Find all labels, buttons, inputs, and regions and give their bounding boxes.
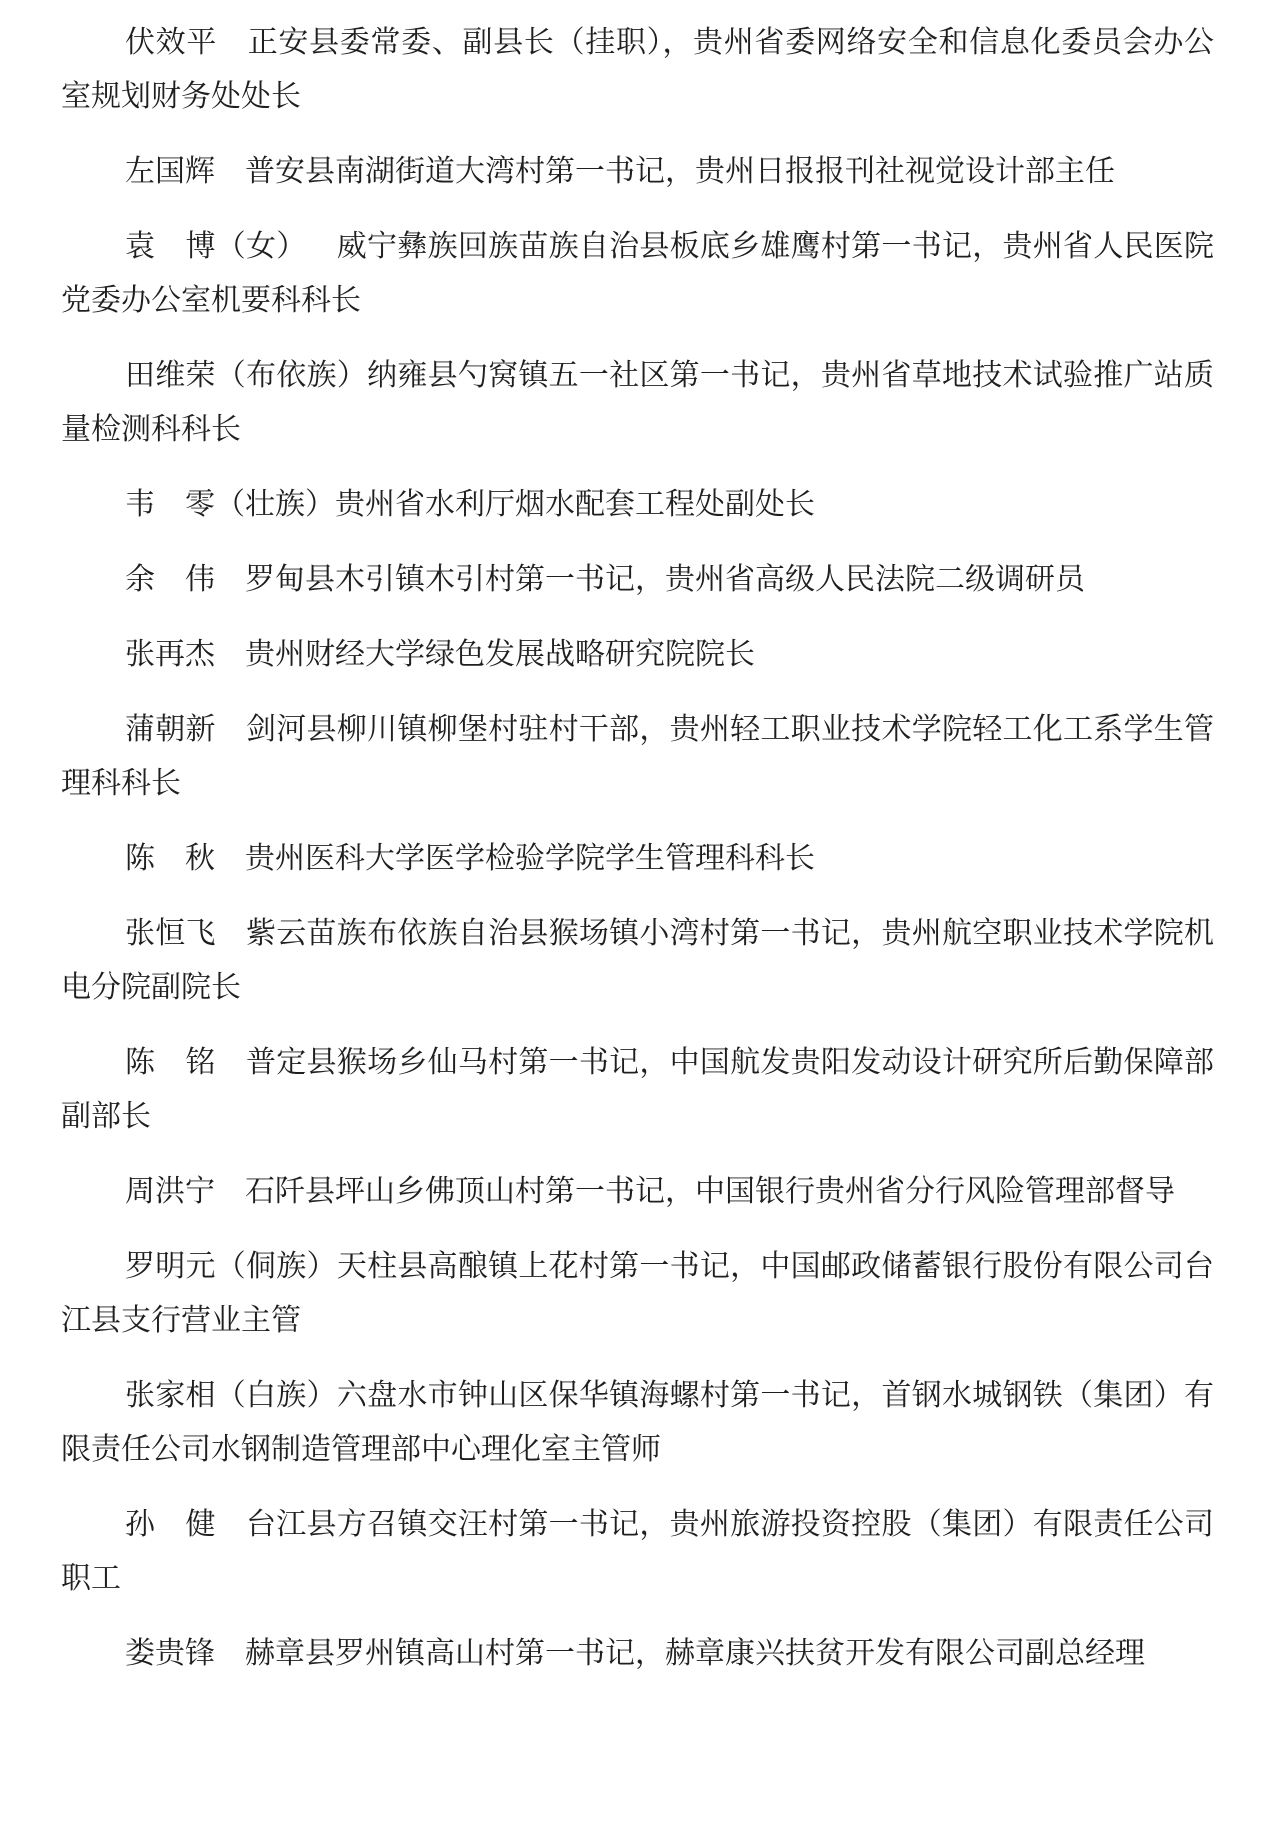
list-item <box>61 1498 1214 1606</box>
list-item <box>61 349 1214 457</box>
list-item <box>61 907 1214 1015</box>
list-item <box>61 1165 1214 1219</box>
list-item <box>61 1369 1214 1477</box>
list-item <box>61 703 1214 811</box>
person-position: 剑河县柳川镇柳堡村驻村干部，贵州轻工职业技术学院轻工化工系学生管理科科长 <box>61 712 1215 801</box>
person-position: 台江县方召镇交汪村第一书记，贵州旅游投资控股（集团）有限责任公司职工 <box>61 1507 1215 1596</box>
person-position: 贵州医科大学医学检验学院学生管理科科长 <box>245 841 815 876</box>
list-item <box>61 16 1214 124</box>
person-position: 正安县委常委、副县长（挂职），贵州省委网络安全和信息化委员会办公室规划财务处处长 <box>61 25 1215 114</box>
person-position: 六盘水市钟山区保华镇海螺村第一书记，首钢水城钢铁（集团）有限责任公司水钢制造管理部中心理化室主管师 <box>61 1378 1215 1467</box>
person-position: 石阡县坪山乡佛顶山村第一书记，中国银行贵州省分行风险管理部督导 <box>245 1174 1175 1209</box>
person-position: 紫云苗族布依族自治县猴场镇小湾村第一书记，贵州航空职业技术学院机电分院副院长 <box>61 916 1215 1005</box>
list-item <box>61 1627 1214 1681</box>
person-name: 周洪宁 <box>125 1174 215 1209</box>
person-position: 赫章县罗州镇高山村第一书记，赫章康兴扶贫开发有限公司副总经理 <box>245 1636 1145 1671</box>
person-name: 张家相（白族） <box>125 1378 337 1413</box>
list-item <box>61 220 1214 328</box>
person-name: 陈 秋 <box>125 841 215 876</box>
person-name: 张再杰 <box>125 637 215 672</box>
list-item <box>61 832 1214 886</box>
person-name: 左国辉 <box>125 154 215 189</box>
person-position: 贵州财经大学绿色发展战略研究院院长 <box>245 637 755 672</box>
list-item <box>61 478 1214 532</box>
person-name: 罗明元（侗族） <box>125 1249 337 1284</box>
person-name: 陈 铭 <box>125 1045 216 1080</box>
person-position: 普安县南湖街道大湾村第一书记，贵州日报报刊社视觉设计部主任 <box>245 154 1115 189</box>
person-position: 贵州省水利厅烟水配套工程处副处长 <box>335 487 815 522</box>
person-name: 余 伟 <box>125 562 215 597</box>
person-position: 天柱县高酿镇上花村第一书记，中国邮政储蓄银行股份有限公司台江县支行营业主管 <box>61 1249 1215 1338</box>
list-item <box>61 553 1214 607</box>
person-name: 孙 健 <box>125 1507 216 1542</box>
person-name: 韦 零（壮族） <box>125 487 335 522</box>
person-name: 娄贵锋 <box>125 1636 215 1671</box>
person-name: 张恒飞 <box>125 916 216 951</box>
person-position: 普定县猴场乡仙马村第一书记，中国航发贵阳发动设计研究所后勤保障部副部长 <box>61 1045 1215 1134</box>
list-item <box>61 1240 1214 1348</box>
person-name: 田维荣（布依族） <box>125 358 368 393</box>
person-position: 威宁彝族回族苗族自治县板底乡雄鹰村第一书记，贵州省人民医院党委办公室机要科科长 <box>61 229 1215 318</box>
document-body <box>61 16 1214 1702</box>
list-item <box>61 628 1214 682</box>
list-item <box>61 1036 1214 1144</box>
person-position: 罗甸县木引镇木引村第一书记，贵州省高级人民法院二级调研员 <box>245 562 1085 597</box>
person-name: 袁 博（女） <box>125 229 307 264</box>
list-item <box>61 145 1214 199</box>
person-name: 蒲朝新 <box>125 712 216 747</box>
person-name: 伏效平 <box>125 25 218 60</box>
person-position: 纳雍县勺窝镇五一社区第一书记，贵州省草地技术试验推广站质量检测科科长 <box>61 358 1215 447</box>
